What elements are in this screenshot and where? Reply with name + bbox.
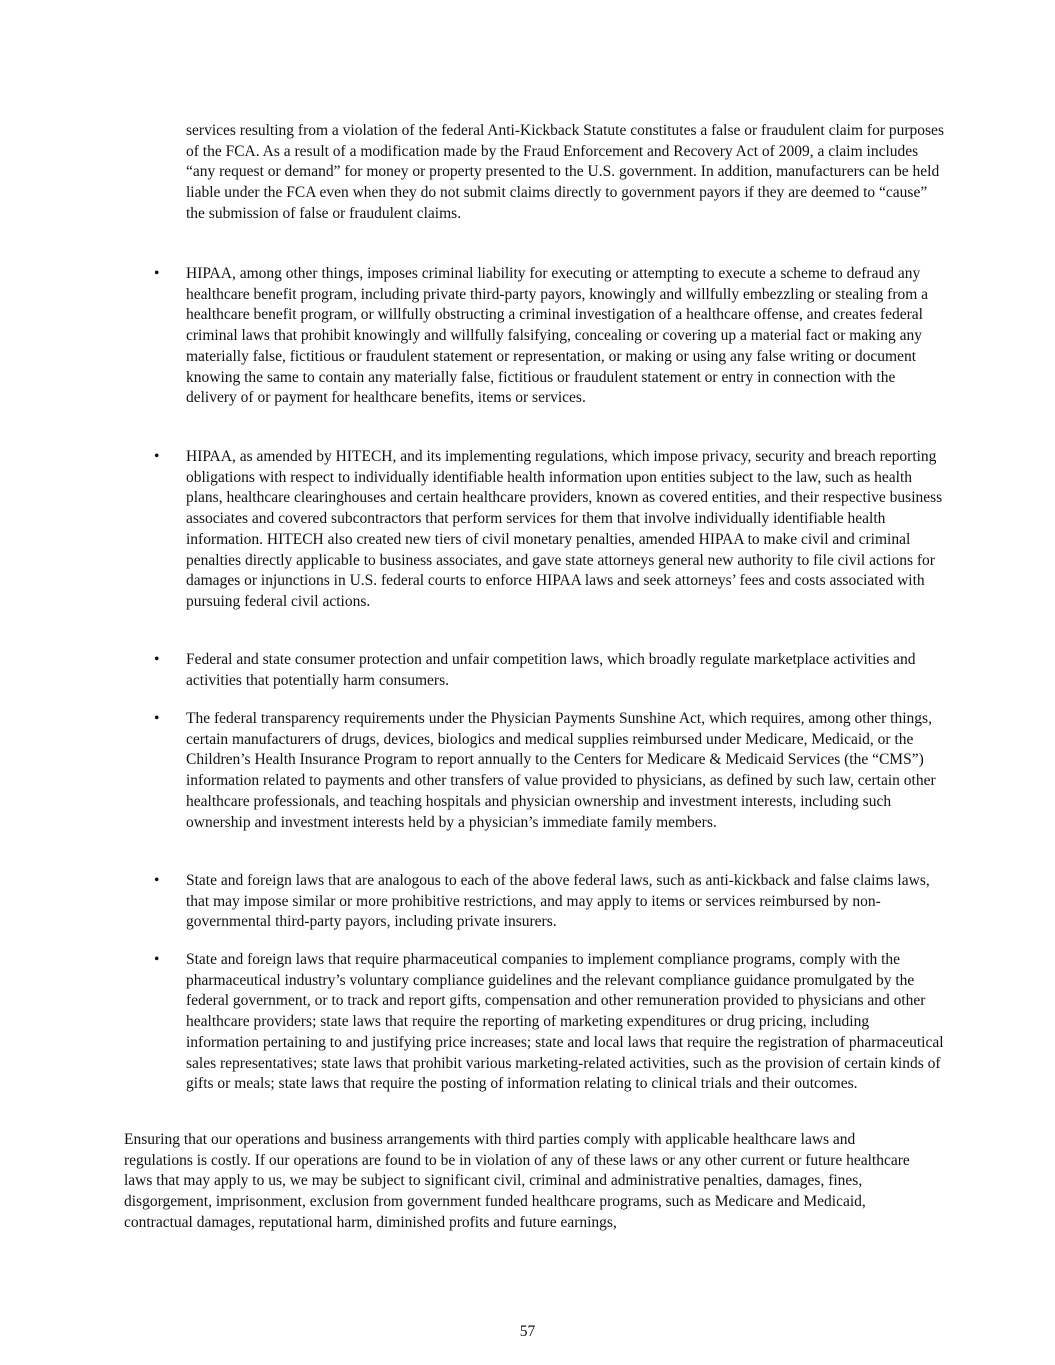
bullet-text: State and foreign laws that are analogous to each of the above federal laws, such as anti-kickback and false claims laws, that may impose similar or more prohibitive restrictions, and may apply to items or services reimbursed by non-governmental third-party payors, including private insurers. (186, 872, 930, 931)
bullet-icon: • (154, 710, 160, 727)
bullet-item-consumer-protection (148, 650, 948, 691)
bullet-item-hipaa-hitech (148, 447, 948, 613)
bullet-text: State and foreign laws that require pharmaceutical companies to implement compliance programs, comply with the pharmaceutical industry’s voluntary compliance guidelines and the relevant compliance guidance promulgated by the federal government, or to track and report gifts, compensation and other remuneration provided to physicians and other healthcare providers; state laws that require the reporting of marketing expenditures or drug pricing, including information pertaining to and justifying price increases; state and local laws that require the registration of pharmaceutical sales representatives; state laws that prohibit various marketing-related activities, such as the provision of certain kinds of gifts or meals; state laws that require the posting of information relating to clinical trials and their outcomes. (186, 951, 944, 1093)
bullet-item-sunshine-act (148, 709, 948, 833)
bullet-text: HIPAA, among other things, imposes criminal liability for executing or attempting to execute a scheme to defraud any healthcare benefit program, including private third-party payors, knowingly and willfully embezzling or stealing from a healthcare benefit program, or willfully obstructing a criminal investigation of a healthcare offense, and creates federal criminal laws that prohibit knowingly and willfully falsifying, concealing or covering up a material fact or making any materially false, fictitious or fraudulent statement or representation, or making or using any false writing or document knowing the same to contain any materially false, fictitious or fraudulent statement or entry in connection with the delivery of or payment for healthcare benefits, items or services. (186, 265, 929, 407)
bullet-icon: • (154, 951, 160, 968)
bullet-text: The federal transparency requirements under the Physician Payments Sunshine Act, which requires, among other things, certain manufacturers of drugs, devices, biologics and medical supplies reimbursed under Medicare, Medicaid, or the Children’s Health Insurance Program to report annually to the Centers for Medicare & Medicaid Services (the “CMS”) information related to payments and other transfers of value provided to physicians, as defined by such law, certain other healthcare professionals, and teaching hospitals and physician ownership and investment interests, including such ownership and investment interests held by a physician’s immediate family members. (186, 710, 936, 831)
bullet-text: Federal and state consumer protection and unfair competition laws, which broadly regulate marketplace activities and activities that potentially harm consumers. (186, 651, 916, 689)
continuation-paragraph: services resulting from a violation of the federal Anti-Kickback Statute constitutes a false or fraudulent claim for purposes of the FCA. As a result of a modification made by the Fraud Enforcement and Recovery Act of 2009, a claim includes “any request or demand” for money or property presented to the U.S. government. In addition, manufacturers can be held liable under the FCA even when they do not submit claims directly to government payors if they are deemed to “cause” the submission of false or fraudulent claims. (186, 122, 944, 222)
bullet-icon: • (154, 872, 160, 889)
bullet-item-state-foreign-compliance (148, 950, 948, 1095)
closing-paragraph: Ensuring that our operations and business arrangements with third parties comply with applicable healthcare laws and regulations is costly. If our operations are found to be in violation of any of these laws or any other current or future healthcare laws that may apply to us, we may be subject to significant civil, criminal and administrative penalties, damages, fines, disgorgement, imprisonment, exclusion from government funded healthcare programs, such as Medicare and Medicaid, contractual damages, reputational harm, diminished profits and future earnings, (124, 1131, 910, 1231)
bullet-item-state-foreign-analogous (148, 871, 948, 933)
bullet-icon: • (154, 651, 160, 668)
bullet-text: HIPAA, as amended by HITECH, and its implementing regulations, which impose privacy, security and breach reporting obligations with respect to individually identifiable health information upon entities subject to the law, such as health plans, healthcare clearinghouses and certain healthcare providers, known as covered entities, and their respective business associates and covered subcontractors that perform services for them that involve individually identifiable health information. HITECH also created new tiers of civil monetary penalties, amended HIPAA to make civil and criminal penalties directly applicable to business associates, and gave state attorneys general new authority to file civil actions for damages or injunctions in U.S. federal courts to enforce HIPAA laws and seek attorneys’ fees and costs associated with pursuing federal civil actions. (186, 448, 943, 610)
bullet-item-hipaa-criminal (148, 264, 948, 409)
bullet-icon: • (154, 448, 160, 465)
bullet-icon: • (154, 265, 160, 282)
page-number: 57 (519, 1323, 536, 1340)
